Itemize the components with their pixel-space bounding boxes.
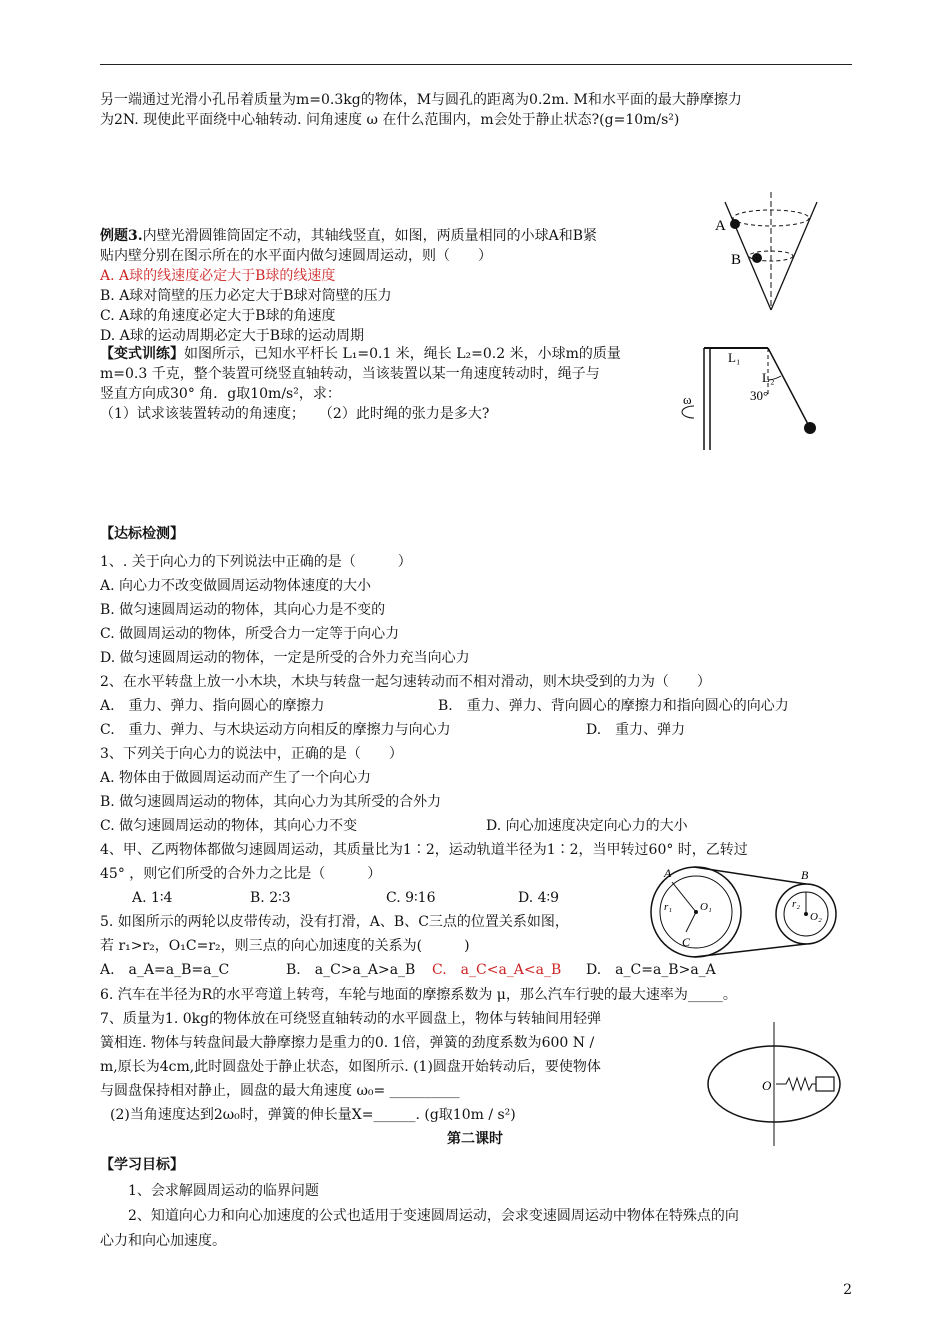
q3-option-a: A. 物体由于做圆周运动而产生了一个向心力 — [100, 770, 372, 786]
q4-line-1: 4、甲、乙两物体都做匀速圆周运动，其质量比为1∶2，运动轨道半径为1∶2，当甲转过60° 时，乙转过 — [100, 842, 748, 858]
q3-stem: 3、下列关于向心力的说法中，正确的是（ ） — [100, 746, 403, 762]
cone-figure — [705, 190, 825, 320]
q4-line-2: 45° ，则它们所受的合外力之比是（ ） — [100, 866, 382, 882]
q1-option-b: B. 做匀速圆周运动的物体，其向心力是不变的 — [100, 602, 386, 618]
ball-b — [752, 253, 762, 263]
belt-label-c: C — [682, 935, 691, 949]
variant-line-1: 【变式训练】如图所示，已知水平杆长 L₁=0.1 米，绳长 L₂=0.2 米，小球m的质量 — [100, 346, 621, 362]
q4-option-c: C. 9∶16 — [386, 890, 436, 906]
q2-option-a: A. 重力、弹力、指向圆心的摩擦力 — [100, 698, 325, 714]
q3-option-d: D. 向心加速度决定向心力的大小 — [486, 818, 688, 834]
q3-option-b: B. 做匀速圆周运动的物体，其向心力为其所受的合外力 — [100, 794, 442, 810]
q7-line-3: m,原长为4cm,此时圆盘处于静止状态，如图所示. (1)圆盘开始转动后，要使物体 — [100, 1059, 601, 1075]
rod-label-l1: L₁ — [728, 350, 741, 365]
q4-option-d: D. 4∶9 — [518, 890, 560, 906]
intro-line-1: 另一端通过光滑小孔吊着质量为m=0.3kg的物体，M与圆孔的距离为0.2m. M和水平面的最大静摩擦力 — [100, 92, 742, 108]
belt-label-r2: r₂ — [792, 898, 801, 910]
rod-label-angle: 30° — [750, 388, 769, 403]
example3-option-b: B. A球对筒壁的压力必定大于B球对筒壁的压力 — [100, 288, 392, 304]
q7-line-2: 簧相连. 物体与转盘间最大静摩擦力是重力的0. 1倍，弹簧的劲度系数为600 N / — [100, 1035, 595, 1051]
header-rule — [100, 64, 852, 65]
q2-option-d: D. 重力、弹力 — [586, 722, 686, 738]
ball-a — [730, 219, 740, 229]
example3-stem-1: 例题3.内壁光滑圆锥筒固定不动，其轴线竖直，如图，两质量相同的小球A和B紧 — [100, 228, 598, 244]
rod-figure — [680, 338, 830, 453]
lesson2-title: 第二课时 — [447, 1131, 503, 1147]
example3-label: 例题3. — [100, 228, 143, 244]
example3-option-c: C. A球的角速度必定大于B球的角速度 — [100, 308, 336, 324]
objectives-title: 【学习目标】 — [100, 1157, 184, 1173]
intro-line-2: 为2N. 现使此平面绕中心轴转动. 问角速度 ω 在什么范围内，m会处于静止状态?(g=10m/s²) — [100, 112, 680, 128]
q1-option-c: C. 做圆周运动的物体，所受合力一定等于向心力 — [100, 626, 400, 642]
belt-figure — [646, 862, 846, 962]
variant-line-3: 竖直方向成30° 角．g取10m/s²，求： — [100, 386, 341, 402]
cone-label-a: A — [715, 218, 726, 234]
variant-line-2: m=0.3 千克，整个装置可绕竖直轴转动，当该装置以某一角速度转动时，绳子与 — [100, 366, 600, 382]
q1-stem: 1、. 关于向心力的下列说法中正确的是（ ） — [100, 554, 412, 570]
variant-label: 【变式训练】 — [100, 346, 184, 362]
belt-label-b: B — [801, 868, 809, 882]
q2-option-c: C. 重力、弹力、与木块运动方向相反的摩擦力与向心力 — [100, 722, 451, 738]
cone-label-b: B — [731, 252, 742, 268]
q5-option-b: B. a_C>a_A>a_B — [286, 962, 416, 978]
q7-line-1: 7、质量为1. 0kg的物体放在可绕竖直轴转动的水平圆盘上，物体与转轴间用轻弹 — [100, 1011, 602, 1027]
rod-label-omega: ω — [683, 392, 692, 407]
disk-label-o: O — [762, 1078, 772, 1093]
example3-stem-2: 贴内壁分别在图示所在的水平面内做匀速圆周运动，则（ ） — [100, 248, 492, 264]
q5-option-c: C. a_C<a_A<a_B — [432, 962, 562, 978]
q4-option-b: B. 2∶3 — [250, 890, 291, 906]
q4-option-a: A. 1∶4 — [132, 890, 173, 906]
q2-stem: 2、在水平转盘上放一小木块，木块与转盘一起匀速转动而不相对滑动，则木块受到的力为（ ） — [100, 674, 711, 690]
q2-option-b: B. 重力、弹力、背向圆心的摩擦力和指向圆心的向心力 — [438, 698, 789, 714]
q1-option-a: A. 向心力不改变做圆周运动物体速度的大小 — [100, 578, 372, 594]
q5-option-d: D. a_C=a_B>a_A — [586, 962, 716, 978]
q7-line-4: 与圆盘保持相对静止，圆盘的最大角速度 ω₀= __________ — [100, 1083, 460, 1099]
belt-label-o2: O₂ — [810, 911, 822, 923]
belt-label-o1: O₁ — [700, 901, 712, 913]
q6-text: 6. 汽车在半径为R的水平弯道上转弯，车轮与地面的摩擦系数为 μ，那么汽车行驶的最大速率为_____。 — [100, 987, 737, 1003]
q7-line-5: (2)当角速度达到2ω₀时，弹簧的伸长量X=______. (g取10m / s²) — [110, 1107, 516, 1123]
belt-label-r1: r₁ — [664, 901, 673, 913]
example3-option-a: A. A球的线速度必定大于B球的线速度 — [100, 268, 336, 284]
disk-block — [816, 1077, 834, 1091]
q3-option-c: C. 做匀速圆周运动的物体，其向心力不变 — [100, 818, 358, 834]
variant-line-4: （1）试求该装置转动的角速度； （2）此时绳的张力是多大? — [100, 406, 490, 422]
section-check-title: 【达标检测】 — [100, 526, 184, 542]
rod-ball — [804, 422, 816, 434]
rod-label-l2: L₂ — [762, 370, 775, 385]
page-number: 2 — [843, 1282, 852, 1298]
example3-option-d: D. A球的运动周期必定大于B球的运动周期 — [100, 328, 365, 344]
objective-item-2-line-1: 2、知道向心力和向心加速度的公式也适用于变速圆周运动，会求变速圆周运动中物体在特殊点的向 — [128, 1208, 739, 1224]
q5-option-a: A. a_A=a_B=a_C — [100, 962, 230, 978]
q1-option-d: D. 做匀速圆周运动的物体，一定是所受的合外力充当向心力 — [100, 650, 470, 666]
objective-item-1: 1、会求解圆周运动的临界问题 — [128, 1183, 319, 1199]
belt-label-a: A — [664, 866, 672, 880]
objective-item-2-line-2: 心力和向心加速度。 — [100, 1233, 226, 1249]
q5-line-2: 若 r₁>r₂，O₁C=r₂，则三点的向心加速度的关系为( ) — [100, 938, 470, 954]
q5-line-1: 5. 如图所示的两轮以皮带传动，没有打滑，A、B、C三点的位置关系如图， — [100, 914, 569, 930]
